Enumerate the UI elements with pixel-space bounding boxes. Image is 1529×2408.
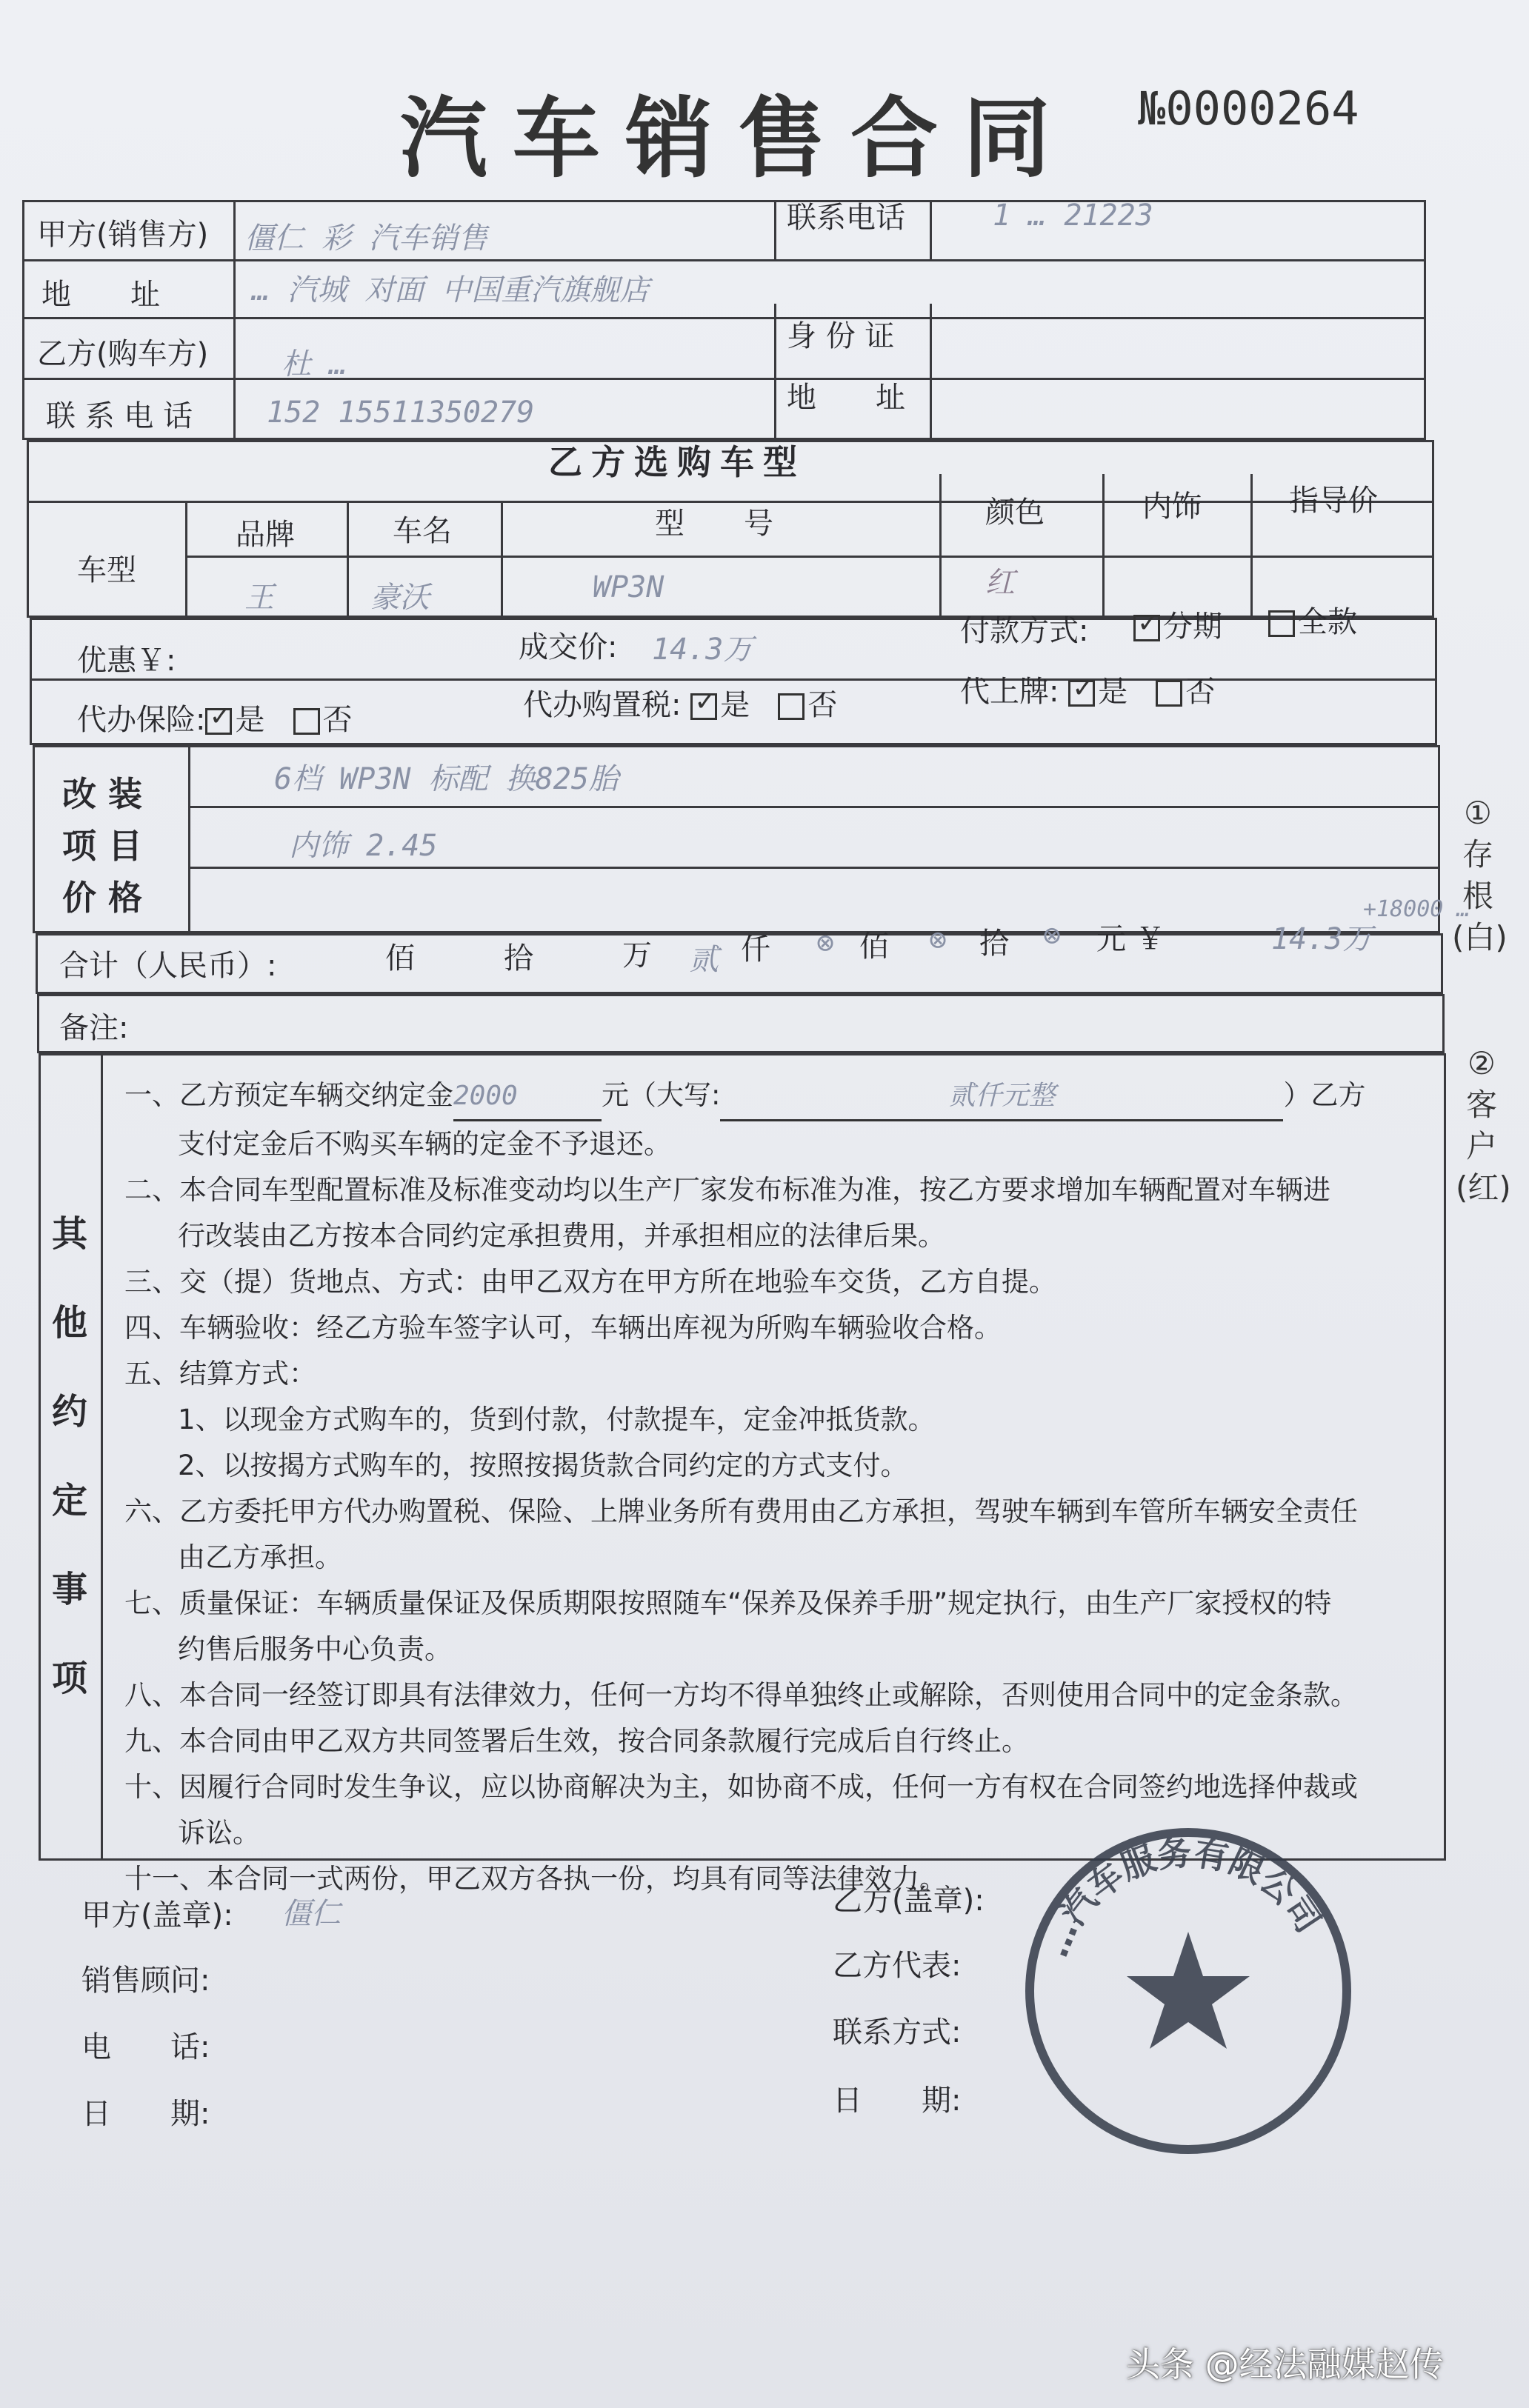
seller-phone-label: 联系电话: [787, 201, 905, 235]
val-brand[interactable]: 王: [244, 581, 274, 615]
mod-label-2: 项 目: [62, 826, 143, 866]
val-model[interactable]: WP3N: [593, 570, 664, 604]
term-4: 四、车辆验收：经乙方验车签字认可，车辆出库视为所购车辆验收合格。: [124, 1312, 1002, 1344]
mod-label-1: 改 装: [62, 774, 143, 814]
seller-phone-sign-label: 电 话:: [81, 2030, 210, 2064]
copy-customer-note: [1456, 1043, 1511, 1209]
svg-text:…汽车服务有限公司: [1036, 1832, 1329, 1963]
col-brand: 品牌: [236, 518, 295, 552]
deposit-words[interactable]: 贰仟元整: [948, 1081, 1056, 1111]
copy2-char-2: 户: [1465, 1128, 1497, 1164]
seller-address-label: 地 址: [41, 278, 160, 312]
buyer-date-label: 日 期:: [833, 2084, 962, 2118]
term-1: [124, 1073, 1450, 1121]
advisor-label: 销售顾问:: [81, 1964, 210, 1998]
term-6: 六、乙方委托甲方代办购置税、保险、上牌业务所有费用由乙方承担，驾驶车辆到车管所车辆安全责任: [124, 1495, 1358, 1527]
buyer-seal-label: 乙方(盖章):: [833, 1884, 985, 1918]
mod-label-3: 价 格: [62, 878, 143, 918]
term-8: 八、本合同一经签订即具有法律效力，任何一方均不得单独终止或解除，否则使用合同中的定金条款。: [124, 1679, 1358, 1711]
copy-stub-note: [1452, 793, 1508, 958]
insurance-text: 代办保险:: [77, 703, 206, 737]
unit-shi-2: 拾: [979, 927, 1009, 961]
insurance-label: [77, 696, 353, 738]
seller-phone-value[interactable]: 1 … 21223: [993, 199, 1153, 233]
other-terms-label: [47, 1190, 92, 1723]
full-payment-checkbox[interactable]: [1268, 610, 1295, 637]
val-name[interactable]: 豪沃: [370, 581, 430, 615]
deal-price-value[interactable]: 14.3万: [652, 633, 753, 667]
plate-no: 否: [1185, 675, 1216, 709]
tax-no-checkbox[interactable]: [778, 693, 805, 720]
total-extra[interactable]: +18000 …: [1363, 896, 1470, 922]
term-11: 十一、本合同一式两份，甲乙双方各执一份，均具有同等法律效力。: [124, 1863, 947, 1895]
term-5-2: 2、以按揭方式购车的，按照按揭货款合同约定的方式支付。: [178, 1450, 908, 1481]
buyer-contact-label: 联系方式:: [833, 2015, 962, 2050]
term-7-line-2: 约售后服务中心负责。: [178, 1633, 452, 1665]
copy1-color: (白): [1452, 919, 1508, 955]
mod-line-2[interactable]: 内饰 2.45: [289, 829, 438, 863]
total-thousand-digit[interactable]: 贰: [689, 943, 719, 977]
buyer-phone-value[interactable]: 152 15511350279: [267, 396, 535, 430]
discount-label: 优惠￥:: [77, 644, 176, 678]
seller-seal-value[interactable]: 僵仁: [282, 1897, 341, 1931]
insurance-yes-checkbox[interactable]: [205, 708, 232, 735]
term-1-text-b: 元（大写:: [602, 1079, 721, 1111]
insurance-no: 否: [322, 703, 353, 737]
vehicle-section-heading: 乙方选购车型: [548, 442, 806, 482]
mod-line-1[interactable]: 6档 WP3N 标配 换825胎: [274, 762, 619, 796]
val-color[interactable]: 红: [985, 566, 1015, 600]
vehicle-row-label: 车型: [77, 553, 136, 587]
buyer-value[interactable]: 杜 …: [282, 347, 347, 381]
total-amount[interactable]: 14.3万: [1271, 922, 1373, 956]
seller-address-value[interactable]: … 汽城 对面 中国重汽旗舰店: [252, 273, 650, 307]
copy2-num: ②: [1468, 1045, 1496, 1081]
copy1-num: ①: [1464, 795, 1492, 831]
terms-char-2: 他: [51, 1302, 87, 1344]
term-5: 五、结算方式：: [124, 1358, 316, 1390]
terms-char-3: 约: [51, 1391, 87, 1433]
buyer-rep-label: 乙方代表:: [833, 1949, 962, 1983]
col-interior: 内饰: [1142, 490, 1202, 524]
terms-char-5: 事: [51, 1569, 87, 1610]
term-9: 九、本合同由甲乙双方共同签署后生效，按合同条款履行完成后自行终止。: [124, 1725, 1029, 1757]
tax-yes: 是: [720, 688, 750, 722]
source-watermark: 头条 @经法融媒赵传: [1126, 2344, 1444, 2384]
buyer-label: 乙方(购车方): [37, 337, 209, 371]
buyer-phone-label: 联 系 电 话: [46, 399, 193, 433]
company-seal-stamp: [1025, 1828, 1351, 2154]
modification-table: [33, 745, 1440, 933]
unit-qian: 仟: [741, 933, 770, 967]
term-10-line-2: 诉讼。: [178, 1817, 260, 1849]
total-ten-digit[interactable]: ⊗: [929, 923, 947, 957]
term-1-text-c: ）乙方: [1283, 1079, 1366, 1111]
seller-date-label: 日 期:: [81, 2097, 210, 2131]
plate-no-checkbox[interactable]: [1156, 680, 1182, 707]
terms-char-6: 项: [51, 1658, 87, 1699]
term-7: 七、质量保证：车辆质量保证及保质期限按照随车“保养及保养手册”规定执行，由生产厂家授权的特: [124, 1587, 1332, 1619]
terms-list: [124, 1073, 1450, 1902]
seal-text: …汽车服务有限公司: [1036, 1832, 1329, 1963]
seal-star-icon: [1025, 1828, 1351, 2154]
tax-no: 否: [807, 688, 838, 722]
col-model: 型 号: [655, 507, 773, 541]
terms-char-1: 其: [51, 1213, 87, 1255]
tax-yes-checkbox[interactable]: [690, 693, 717, 720]
term-6-line-2: 由乙方承担。: [178, 1541, 342, 1573]
seller-seal-label: 甲方(盖章):: [81, 1898, 233, 1932]
term-1-text-a: 一、乙方预定车辆交纳定金: [124, 1079, 453, 1111]
unit-shi-1: 拾: [504, 941, 533, 975]
payment-full[interactable]: [1268, 598, 1357, 641]
plate-service: [960, 668, 1215, 710]
copy2-char-1: 客: [1465, 1087, 1497, 1123]
installment-text: 分期: [1163, 610, 1222, 644]
term-1-line-2: 支付定金后不购买车辆的定金不予退还。: [178, 1128, 671, 1160]
term-2-line-2: 行改装由乙方按本合同约定承担费用，并承担相应的法律后果。: [178, 1220, 945, 1252]
buyer-id-label: 身 份 证: [787, 319, 895, 353]
serial-number: №0000264: [1138, 81, 1359, 136]
term-5-1: 1、以现金方式购车的，货到付款，付款提车，定金冲抵货款。: [178, 1404, 936, 1435]
copy1-char-2: 根: [1462, 878, 1493, 914]
purchase-tax: [523, 681, 837, 724]
col-name: 车名: [393, 514, 452, 548]
unit-wan: 万: [622, 938, 652, 973]
term-2: 二、本合同车型配置标准及标准变动均以生产厂家发布标准为准，按乙方要求增加车辆配置对车辆进: [124, 1174, 1330, 1206]
col-msrp: 指导价: [1289, 484, 1378, 518]
deposit-amount[interactable]: 2000: [453, 1081, 518, 1111]
unit-bai-1: 佰: [385, 941, 415, 975]
seller-label: 甲方(销售方): [37, 218, 209, 252]
total-hundred-digit[interactable]: ⊗: [816, 926, 835, 960]
insurance-yes: 是: [235, 703, 265, 737]
plate-yes: 是: [1098, 675, 1128, 709]
total-label: 合计（人民币）:: [59, 949, 277, 983]
plate-yes-checkbox[interactable]: [1068, 680, 1095, 707]
copy1-char-1: 存: [1462, 836, 1493, 873]
purchase-tax-text: 代办购置税:: [523, 688, 682, 722]
installment-checkbox[interactable]: [1133, 615, 1160, 641]
seller-value[interactable]: 僵仁 彩 汽车销售: [244, 221, 488, 256]
total-one-digit[interactable]: ⊗: [1043, 918, 1062, 953]
full-payment-text: 全款: [1298, 605, 1357, 639]
term-10: 十、因履行合同时发生争议，应以协商解决为主，如协商不成，任何一方有权在合同签约地选择仲裁或: [124, 1771, 1358, 1803]
term-3: 三、交（提）货地点、方式：由甲乙双方在甲方所在地验车交货，乙方自提。: [124, 1266, 1056, 1298]
plate-text: 代上牌:: [960, 675, 1059, 709]
terms-char-4: 定: [51, 1480, 87, 1521]
unit-bai-2: 佰: [859, 930, 889, 964]
buyer-address-label: 地 址: [787, 381, 905, 415]
page-title: 汽车销售合同: [400, 87, 1076, 190]
insurance-no-checkbox[interactable]: [293, 708, 320, 735]
unit-yuan: 元 ￥: [1096, 922, 1165, 956]
remarks-row: [37, 994, 1445, 1053]
deal-price-label: 成交价:: [519, 630, 618, 664]
payment-label: 付款方式:: [960, 614, 1089, 648]
remarks-label: 备注:: [59, 1011, 129, 1045]
payment-installment[interactable]: [1133, 603, 1222, 645]
col-color: 颜色: [985, 496, 1045, 530]
copy2-color: (红): [1456, 1170, 1511, 1206]
